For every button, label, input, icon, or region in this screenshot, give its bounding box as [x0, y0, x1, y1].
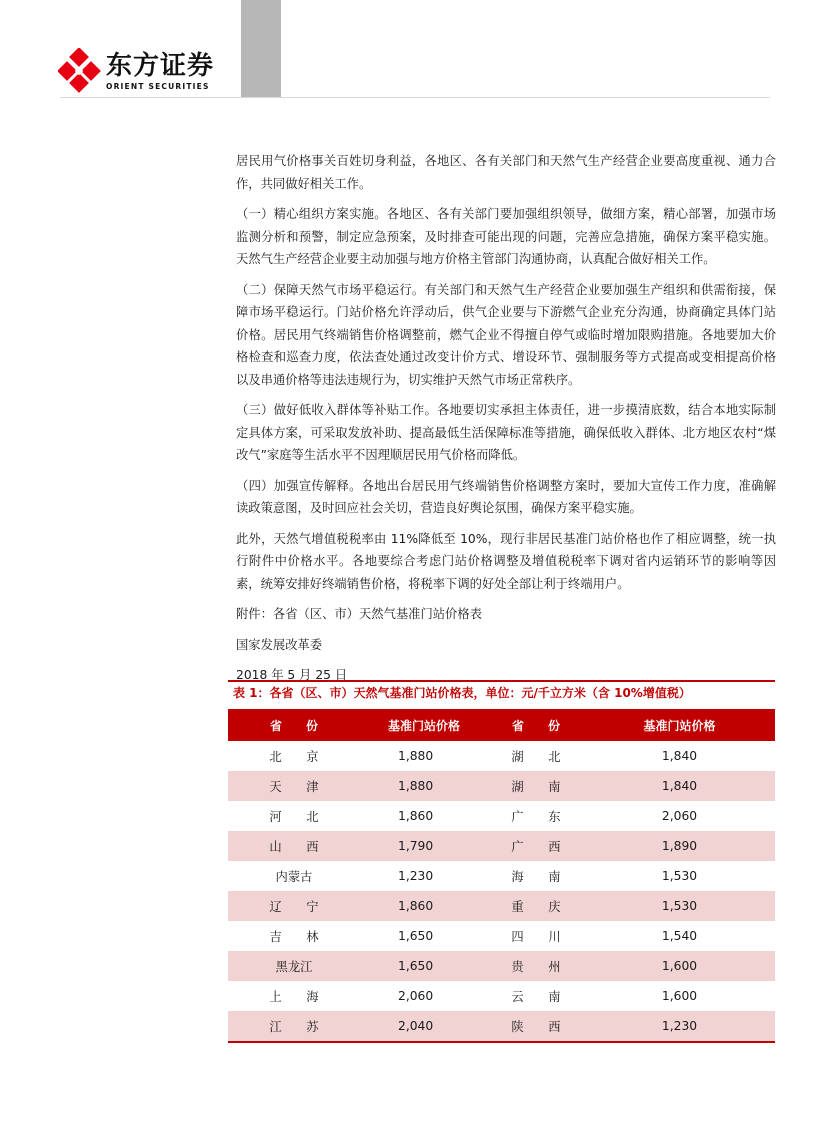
province-cell: 广 西: [488, 831, 584, 861]
price-cell: 1,530: [584, 891, 775, 921]
table-row: [228, 951, 775, 981]
price-cell: 1,840: [584, 771, 775, 801]
province-cell: 湖 北: [511, 750, 561, 764]
price-cell: 1,890: [584, 831, 775, 861]
table-row: [228, 981, 775, 1011]
price-cell: 1,600: [661, 989, 698, 1003]
table-row: [228, 1011, 775, 1042]
paragraph: （二）保障天然气市场平稳运行。有关部门和天然气生产经营企业要加强生产组织和供需衔接，保障市场平稳运行。门站价格允许浮动后，供气企业要与下游燃气企业充分沟通，协商确定具体门站价格。居民用气终端销售价格调整前，燃气企业不得擅自停气或临时增加限购措施。各地要加大价格检查和巡查力度，依法查处通过改变计价方式、增设环节、强制服务等方式提高或变相提高价格以及串通价格等违法违规行为，切实维护天然气市场正常秩序。: [236, 282, 776, 387]
province-cell: 河 北: [269, 810, 319, 824]
price-cell: 1,230: [398, 869, 434, 883]
document-body: [236, 150, 776, 695]
issuer: 国家发展改革委: [236, 637, 323, 652]
price-cell: 1,600: [584, 951, 775, 981]
price-cell: 1,650: [398, 929, 434, 943]
price-cell: 2,040: [360, 1011, 488, 1042]
province-cell: 云 南: [511, 990, 561, 1004]
table-row: [228, 891, 775, 921]
province-cell: 湖 南: [488, 771, 584, 801]
price-cell: 1,650: [360, 951, 488, 981]
province-cell: 海 南: [511, 870, 561, 884]
issue-date: 2018 年 5 月 25 日: [236, 668, 348, 682]
province-cell: 辽 宁: [228, 891, 360, 921]
price-cell: 1,880: [360, 771, 488, 801]
price-cell: 1,790: [360, 831, 488, 861]
province-cell: 重 庆: [488, 891, 584, 921]
price-cell: 1,540: [661, 929, 698, 943]
table-row: [228, 801, 775, 831]
table-row: [228, 831, 775, 861]
paragraph: 此外，天然气增值税税率由 11%降低至 10%，现行非居民基准门站价格也作了相应调整，统一执行附件中价格水平。各地要综合考虑门站价格调整及增值税税率下调对省内运销环节的影响等因素，统筹安排好终端销售价格，将税率下调的好处全部让利于终端用户。: [236, 531, 776, 591]
header-divider: [60, 97, 770, 98]
province-cell: 内蒙古: [275, 870, 313, 884]
paragraph: （三）做好低收入群体等补贴工作。各地要切实承担主体责任，进一步摸清底数，结合本地实际制定具体方案，可采取发放补助、提高最低生活保障标准等措施，确保低收入群体、北方地区农村“煤改气”家庭等生活水平不因理顺居民用气价格而降低。: [236, 403, 776, 462]
price-cell: 1,530: [661, 869, 698, 883]
price-cell: 1,230: [584, 1011, 775, 1042]
table-row: [228, 861, 775, 891]
orient-logo-icon: [58, 48, 104, 94]
province-cell: 广 东: [511, 810, 561, 824]
province-cell: 山 西: [228, 831, 360, 861]
province-cell: 上 海: [269, 990, 319, 1004]
price-cell: 1,840: [661, 749, 698, 763]
paragraph: （一）精心组织方案实施。各地区、各有关部门要加强组织领导，做细方案，精心部署，加强市场监测分析和预警，制定应急预案，及时排查可能出现的问题，完善应急措施，确保方案平稳实施。天然气生产经营企业要主动加强与地方价格主管部门沟通协商，认真配合做好相关工作。: [236, 207, 776, 266]
orient-securities-logo: [58, 48, 228, 94]
price-cell: 1,860: [398, 809, 434, 823]
paragraph: 居民用气价格事关百姓切身利益，各地区、各有关部门和天然气生产经营企业要高度重视、通力合作，共同做好相关工作。: [236, 154, 776, 191]
table-header-row: [228, 709, 775, 741]
province-cell: 黑龙江: [228, 951, 360, 981]
logo-english-text: ORIENT SECURITIES: [106, 82, 210, 91]
province-cell: 贵 州: [488, 951, 584, 981]
attachment-note: 附件：各省（区、市）天然气基准门站价格表: [236, 607, 482, 621]
price-cell: 1,860: [360, 891, 488, 921]
table-caption: 表 1：各省（区、市）天然气基准门站价格表，单位：元/千立方米（含 10%增值税）: [228, 680, 775, 708]
province-cell: 吉 林: [269, 930, 319, 944]
price-cell: 2,060: [661, 809, 698, 823]
province-cell: 江 苏: [228, 1011, 360, 1042]
province-cell: 北 京: [269, 750, 319, 764]
table-row: [228, 741, 775, 771]
column-header: 省 份: [488, 709, 584, 741]
province-cell: 陕 西: [488, 1011, 584, 1042]
header-gray-bar: [241, 0, 281, 97]
province-cell: 天 津: [228, 771, 360, 801]
table-row: [228, 771, 775, 801]
province-cell: 四 川: [511, 930, 561, 944]
column-header: 基准门站价格: [584, 709, 775, 741]
column-header: 省 份: [228, 709, 360, 741]
column-header: 基准门站价格: [360, 709, 488, 741]
price-cell: 2,060: [398, 989, 434, 1003]
price-cell: 1,880: [398, 749, 434, 763]
table-row: [228, 921, 775, 951]
gate-price-table: [228, 709, 775, 1043]
paragraph: （四）加强宣传解释。各地出台居民用气终端销售价格调整方案时，要加大宣传工作力度，准确解读政策意图，及时回应社会关切，营造良好舆论氛围，确保方案平稳实施。: [236, 478, 776, 515]
logo-chinese-text: 东方证券: [106, 51, 215, 81]
